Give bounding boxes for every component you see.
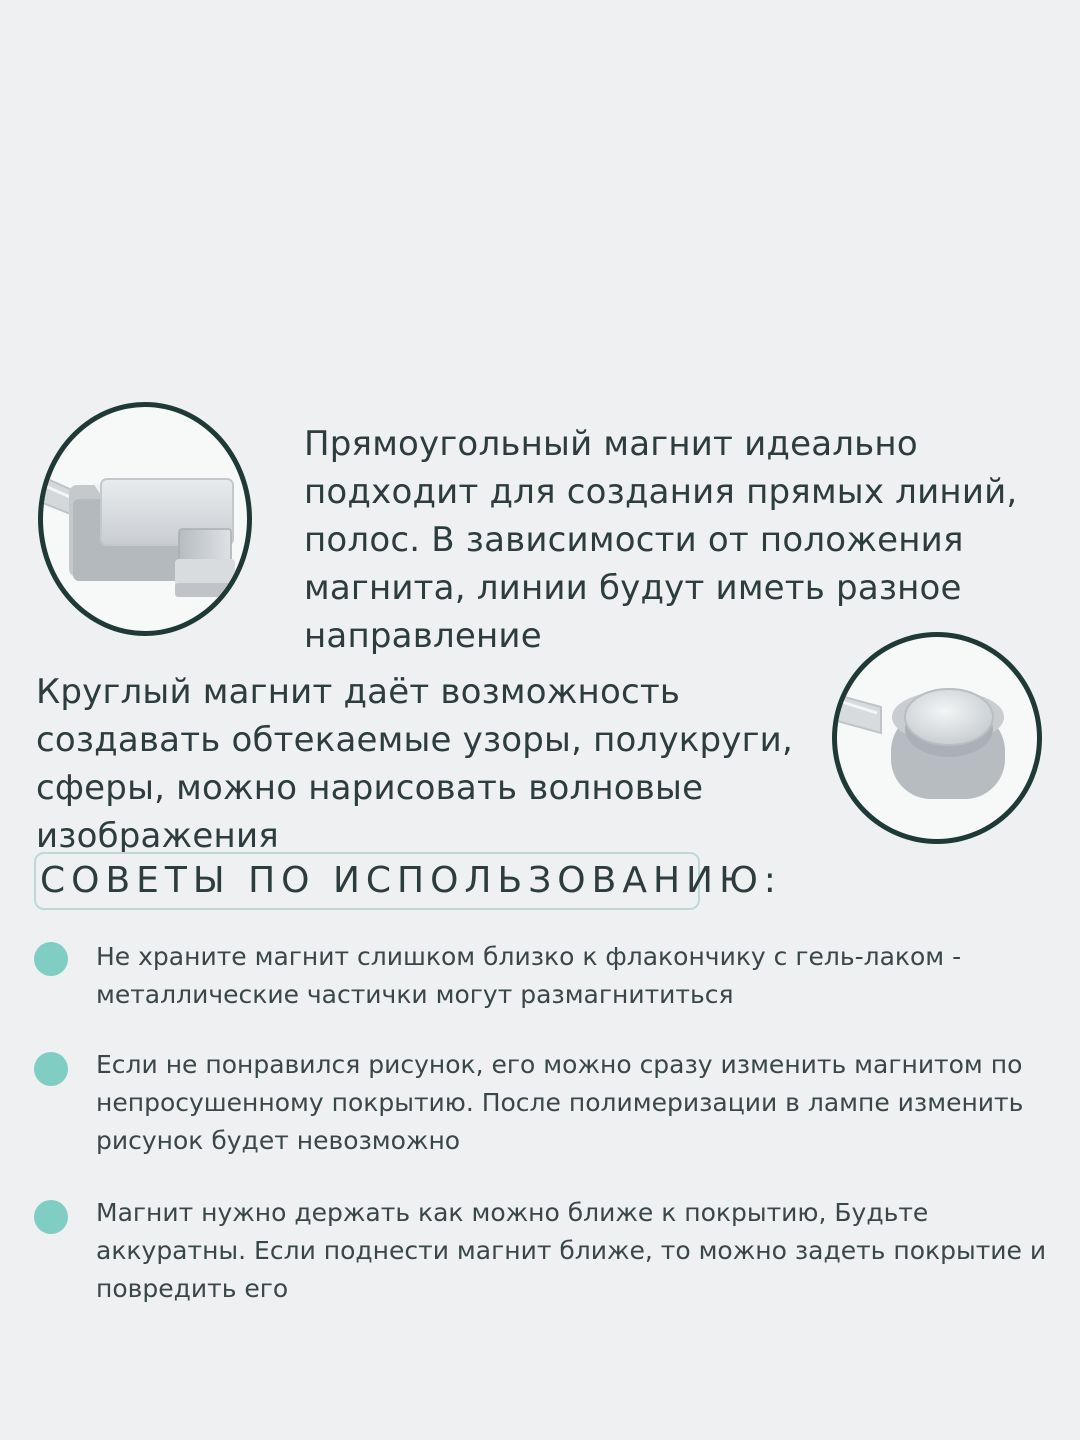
rectangular-magnet-icon — [43, 407, 247, 631]
tip-item-3: Магнит нужно держать как можно ближе к покрытию, Будьте аккуратны. Если поднести магнит ближе, то можно задеть покрытие и повредить его — [96, 1198, 1047, 1303]
rectangular-magnet-image — [38, 402, 252, 636]
tip-bullet-icon — [34, 1052, 68, 1086]
round-magnet-image — [832, 632, 1042, 844]
tip-item-1: Не храните магнит слишком близко к флакончику с гель-лаком - металлические частички могут размагнититься — [96, 942, 962, 1009]
tips-title: СОВЕТЫ ПО ИСПОЛЬЗОВАНИЮ: — [40, 860, 782, 901]
tip-bullet-icon — [34, 942, 68, 976]
round-magnet-description: Круглый магнит даёт возможность создавать обтекаемые узоры, полукруги, сферы, можно нарисовать волновые изображения — [36, 672, 793, 856]
tip-bullet-icon — [34, 1200, 68, 1234]
rectangular-magnet-description: Прямоугольный магнит идеально подходит для создания прямых линий, полос. В зависимости от положения магнита, линии будут иметь разное направление — [304, 424, 1018, 656]
round-magnet-icon — [837, 637, 1037, 839]
tip-item-2: Если не понравился рисунок, его можно сразу изменить магнитом по непросушенному покрытию. После полимеризации в лампе изменить рисунок будет невозможно — [96, 1050, 1024, 1155]
